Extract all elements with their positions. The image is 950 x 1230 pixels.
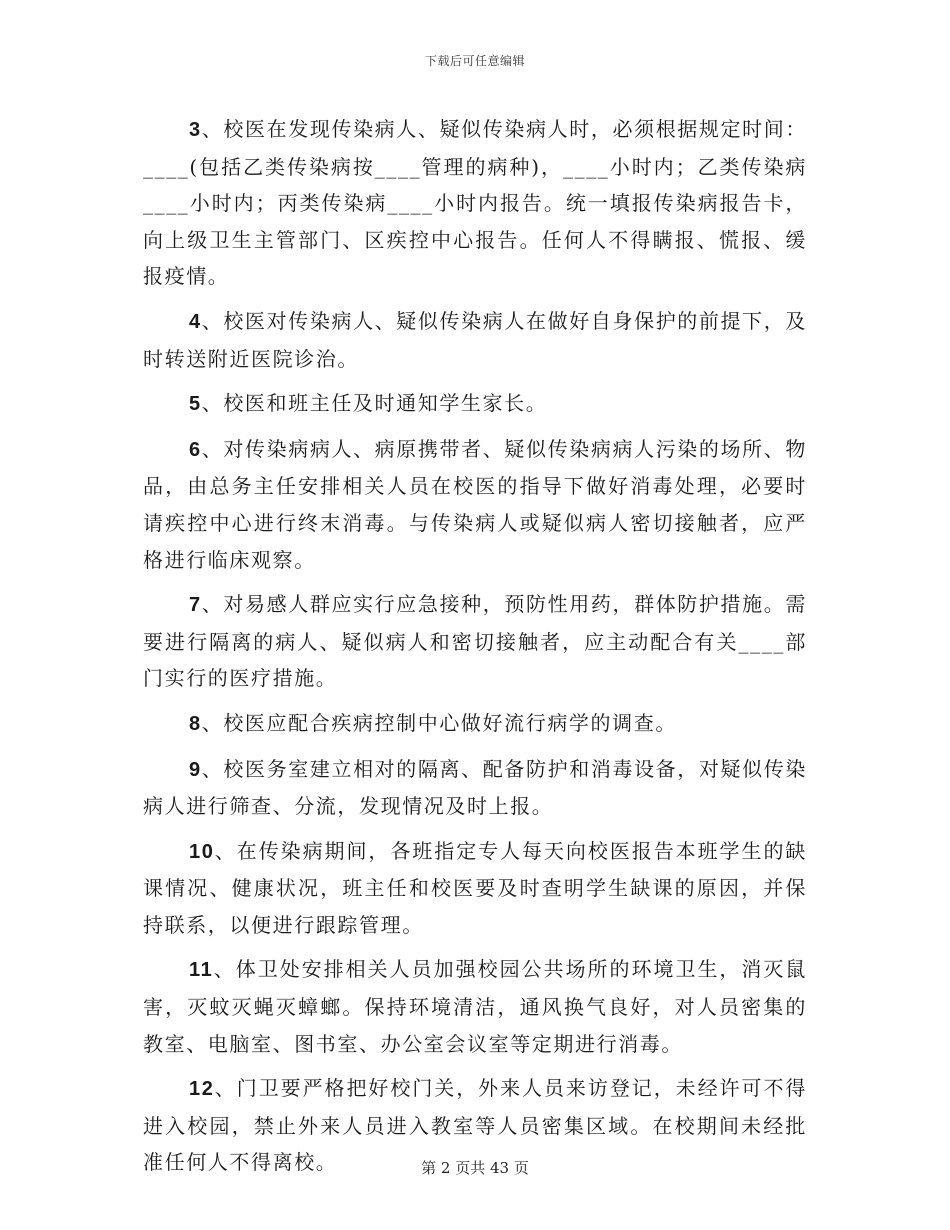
item-number: 12	[189, 1078, 215, 1101]
item-number: 9	[189, 758, 202, 781]
paragraph-text: 、在传染病期间，各班指定专人每天向校医报告本班学生的缺课情况、健康状况，班主任和校医要及时查明学生缺课的原因，并保持联系，以便进行跟踪管理。	[143, 838, 807, 937]
paragraph-text: 、体卫处安排相关人员加强校园公共场所的环境卫生，消灭鼠害，灭蚊灭蝇灭蟑螂。保持环境清洁，通风换气良好，对人员密集的教室、电脑室、图书室、办公室会议室等定期进行消毒。	[143, 957, 807, 1056]
document-body	[143, 111, 807, 1189]
paragraph-text: 、校医和班主任及时通知学生家长。	[201, 391, 548, 416]
item-number: 4	[189, 310, 202, 333]
paragraph-text: 、对传染病病人、病原携带者、疑似传染病病人污染的场所、物品，由总务主任安排相关人员在校医的指导下做好消毒处理，必要时请疾控中心进行终末消毒。与传染病人或疑似病人密切接触者，应严格进行临床观察。	[143, 436, 807, 572]
item-number: 5	[189, 393, 202, 416]
paragraph-text: 、校医在发现传染病人、疑似传染病人时，必须根据规定时间：____(包括乙类传染病按____管理的病种)，____小时内；乙类传染病____小时内；丙类传染病____小时内报告。统一填报传染病报告卡，向上级卫生主管部门、区疾控中心报告。任何人不得瞒报、慌报、缓报疫情。	[143, 117, 807, 289]
item-number: 11	[189, 959, 214, 982]
paragraph-7	[143, 586, 807, 697]
item-number: 10	[189, 840, 215, 863]
page-header: 下载后可任意编辑	[424, 54, 525, 68]
paragraph-10	[143, 833, 807, 944]
paragraph-11	[143, 951, 807, 1062]
paragraph-6	[143, 431, 807, 578]
item-number: 6	[189, 438, 202, 461]
paragraph-text: 、对易感人群应实行应急接种，预防性用药，群体防护措施。需要进行隔离的病人、疑似病人和密切接触者，应主动配合有关____部门实行的医疗措施。	[143, 592, 807, 691]
paragraph-9	[143, 751, 807, 825]
paragraph-3	[143, 111, 807, 295]
item-number: 8	[189, 712, 202, 735]
item-number: 7	[189, 594, 202, 617]
paragraph-text: 、校医应配合疾病控制中心做好流行病学的调查。	[201, 710, 677, 735]
item-number: 3	[189, 119, 202, 141]
paragraph-text: 、校医对传染病人、疑似传染病人在做好自身保护的前提下，及时转送附近医院诊治。	[143, 308, 807, 371]
paragraph-4	[143, 303, 807, 377]
paragraph-8	[143, 705, 807, 743]
paragraph-text: 、校医务室建立相对的隔离、配备防护和消毒设备，对疑似传染病人进行筛查、分流，发现情况及时上报。	[143, 756, 807, 819]
page-footer: 第 2 页共 43 页	[421, 1159, 529, 1177]
paragraph-5	[143, 385, 807, 423]
paragraph-text: 、门卫要严格把好校门关，外来人员来访登记，未经许可不得进入校园，禁止外来人员进入教室等人员密集区域。在校期间未经批准任何人不得离校。	[143, 1076, 807, 1175]
